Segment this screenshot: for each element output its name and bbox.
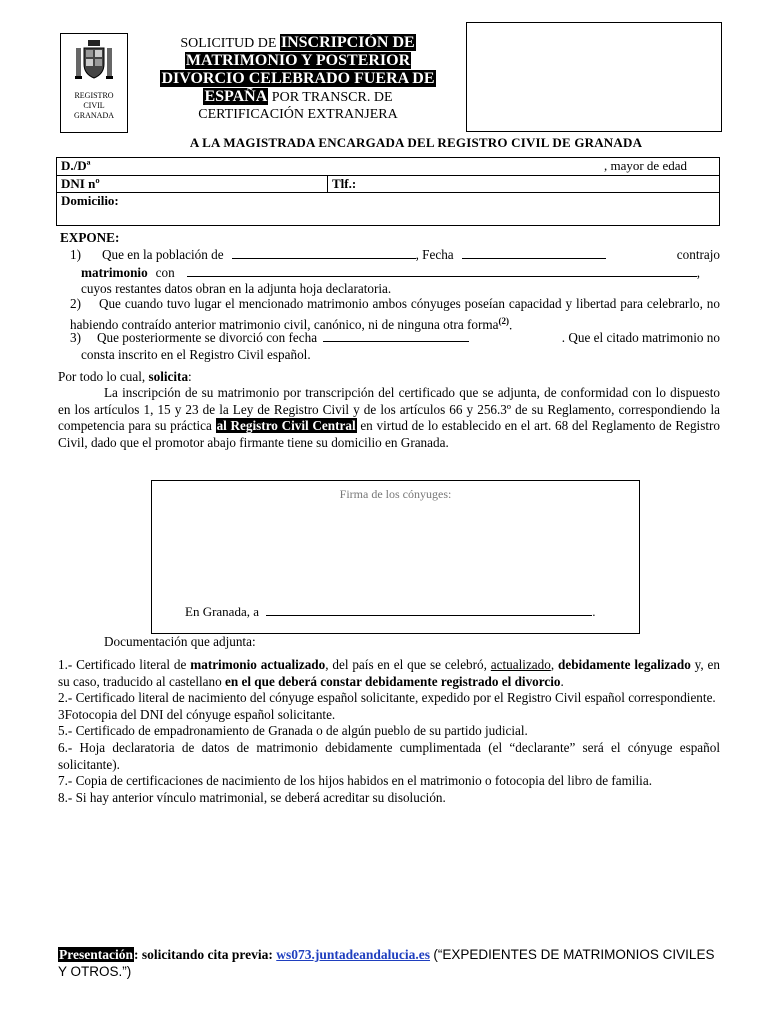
logo-text: REGISTRO CIVIL GRANADA xyxy=(74,91,114,120)
documentation-heading: Documentación que adjunta: xyxy=(104,634,256,649)
place-blank[interactable] xyxy=(232,246,416,259)
expone-heading: EXPONE: xyxy=(60,230,120,245)
document-title: SOLICITUD DE INSCRIPCIÓN DE MATRIMONIO Y POSTERIOR DIVORCIO CELEBRADO FUERA DE ESPAÑA POR TRANSCR. DE CERTIFICACIÓN EXTRANJERA xyxy=(161,34,435,122)
solicita-paragraph: La inscripción de su matrimonio por transcripción del certificado que se adjunta, de conformidad con lo dispuesto en los artículos 1, 15 y 23 de la Ley de Registro Civil y de los artículos 66 y 256.3º de su Reglamento, correspondiendo la competencia para su práctica al Registro Civil Central en virtud de lo establecido en el art. 68 del Reglamento de Registro Civil, dado que el promotor abajo firmante tiene su domicilio en Granada. xyxy=(58,385,721,450)
expone-item-2: 2) Que cuando tuvo lugar el mencionado matrimonio ambos cónyuges poseían capacidad y libertad para celebrarlo, no habiendo contraído anterior matrimonio civil, canónico, ni de ninguna otra forma$^{(2)}$. xyxy=(70,296,720,332)
name-field[interactable]: D./Dª , mayor de edad xyxy=(57,158,720,176)
coat-of-arms-icon xyxy=(74,38,114,84)
phone-field[interactable]: Tlf.: xyxy=(328,176,720,193)
doc-item-2: 2.- Certificado literal de nacimiento del cónyuge español solicitante, expedido por el Registro Civil español correspondiente. xyxy=(58,690,716,706)
solicita-intro: Por todo lo cual, solicita: xyxy=(58,369,192,384)
presentation-footer: Presentación: solicitando cita previa: ws073.juntadeandalucia.es (“EXPEDIENTES DE MATRIMONIOS CIVILES Y OTROS.”) xyxy=(58,947,715,979)
expone-item-3: 3) Que posteriormente se divorció con fecha . Que el citado matrimonio no consta inscrito en el Registro Civil español. xyxy=(70,330,720,362)
doc-item-1: 1.- Certificado literal de matrimonio actualizado, del país en el que se celebró, actualizado, debidamente legalizado y, en su caso, traducido al castellano en el que deberá constar debidamente registrado el divorcio. xyxy=(58,657,720,689)
signature-place-date: En Granada, a . xyxy=(185,604,596,619)
doc-item-5: 5.- Certificado de empadronamiento de Granada o de algún pueblo de su partido judicial. xyxy=(58,723,528,739)
doc-item-8: 8.- Si hay anterior vínculo matrimonial, se deberá acreditar su disolución. xyxy=(58,789,446,805)
dni-field[interactable]: DNI nº xyxy=(57,176,328,193)
registry-stamp-box xyxy=(466,22,722,132)
applicant-data-table xyxy=(56,157,720,226)
doc-item-7: 7.- Copia de certificaciones de nacimiento de los hijos habidos en el matrimonio o fotocopia del libro de familia. xyxy=(58,773,652,789)
doc-item-6: 6.- Hoja declaratoria de datos de matrimonio debidamente cumplimentada (el “declarante” será el cónyuge español solicitante). xyxy=(58,739,720,772)
doc-item-3: 3Fotocopia del DNI del cónyuge español solicitante. xyxy=(58,706,336,722)
documentation-list xyxy=(58,657,720,806)
address-field[interactable]: Domicilio: xyxy=(57,193,720,226)
date-blank[interactable] xyxy=(462,246,606,259)
signature-label: Firma de los cónyuges: xyxy=(339,487,452,501)
appointment-link[interactable]: ws073.juntadeandalucia.es xyxy=(276,947,431,962)
signature-box[interactable] xyxy=(151,480,640,634)
registry-logo xyxy=(60,33,128,133)
expone-item-1: 1) Que en la población de , Fecha contrajo matrimonio con , cuyos restantes datos obran en la adjunta hoja declaratoria. xyxy=(70,247,720,297)
signature-date-blank[interactable] xyxy=(266,603,592,616)
addressee: A LA MAGISTRADA ENCARGADA DEL REGISTRO CIVIL DE GRANADA xyxy=(189,135,643,150)
divorce-date-blank[interactable] xyxy=(323,329,469,342)
spouse-blank[interactable] xyxy=(187,264,697,277)
